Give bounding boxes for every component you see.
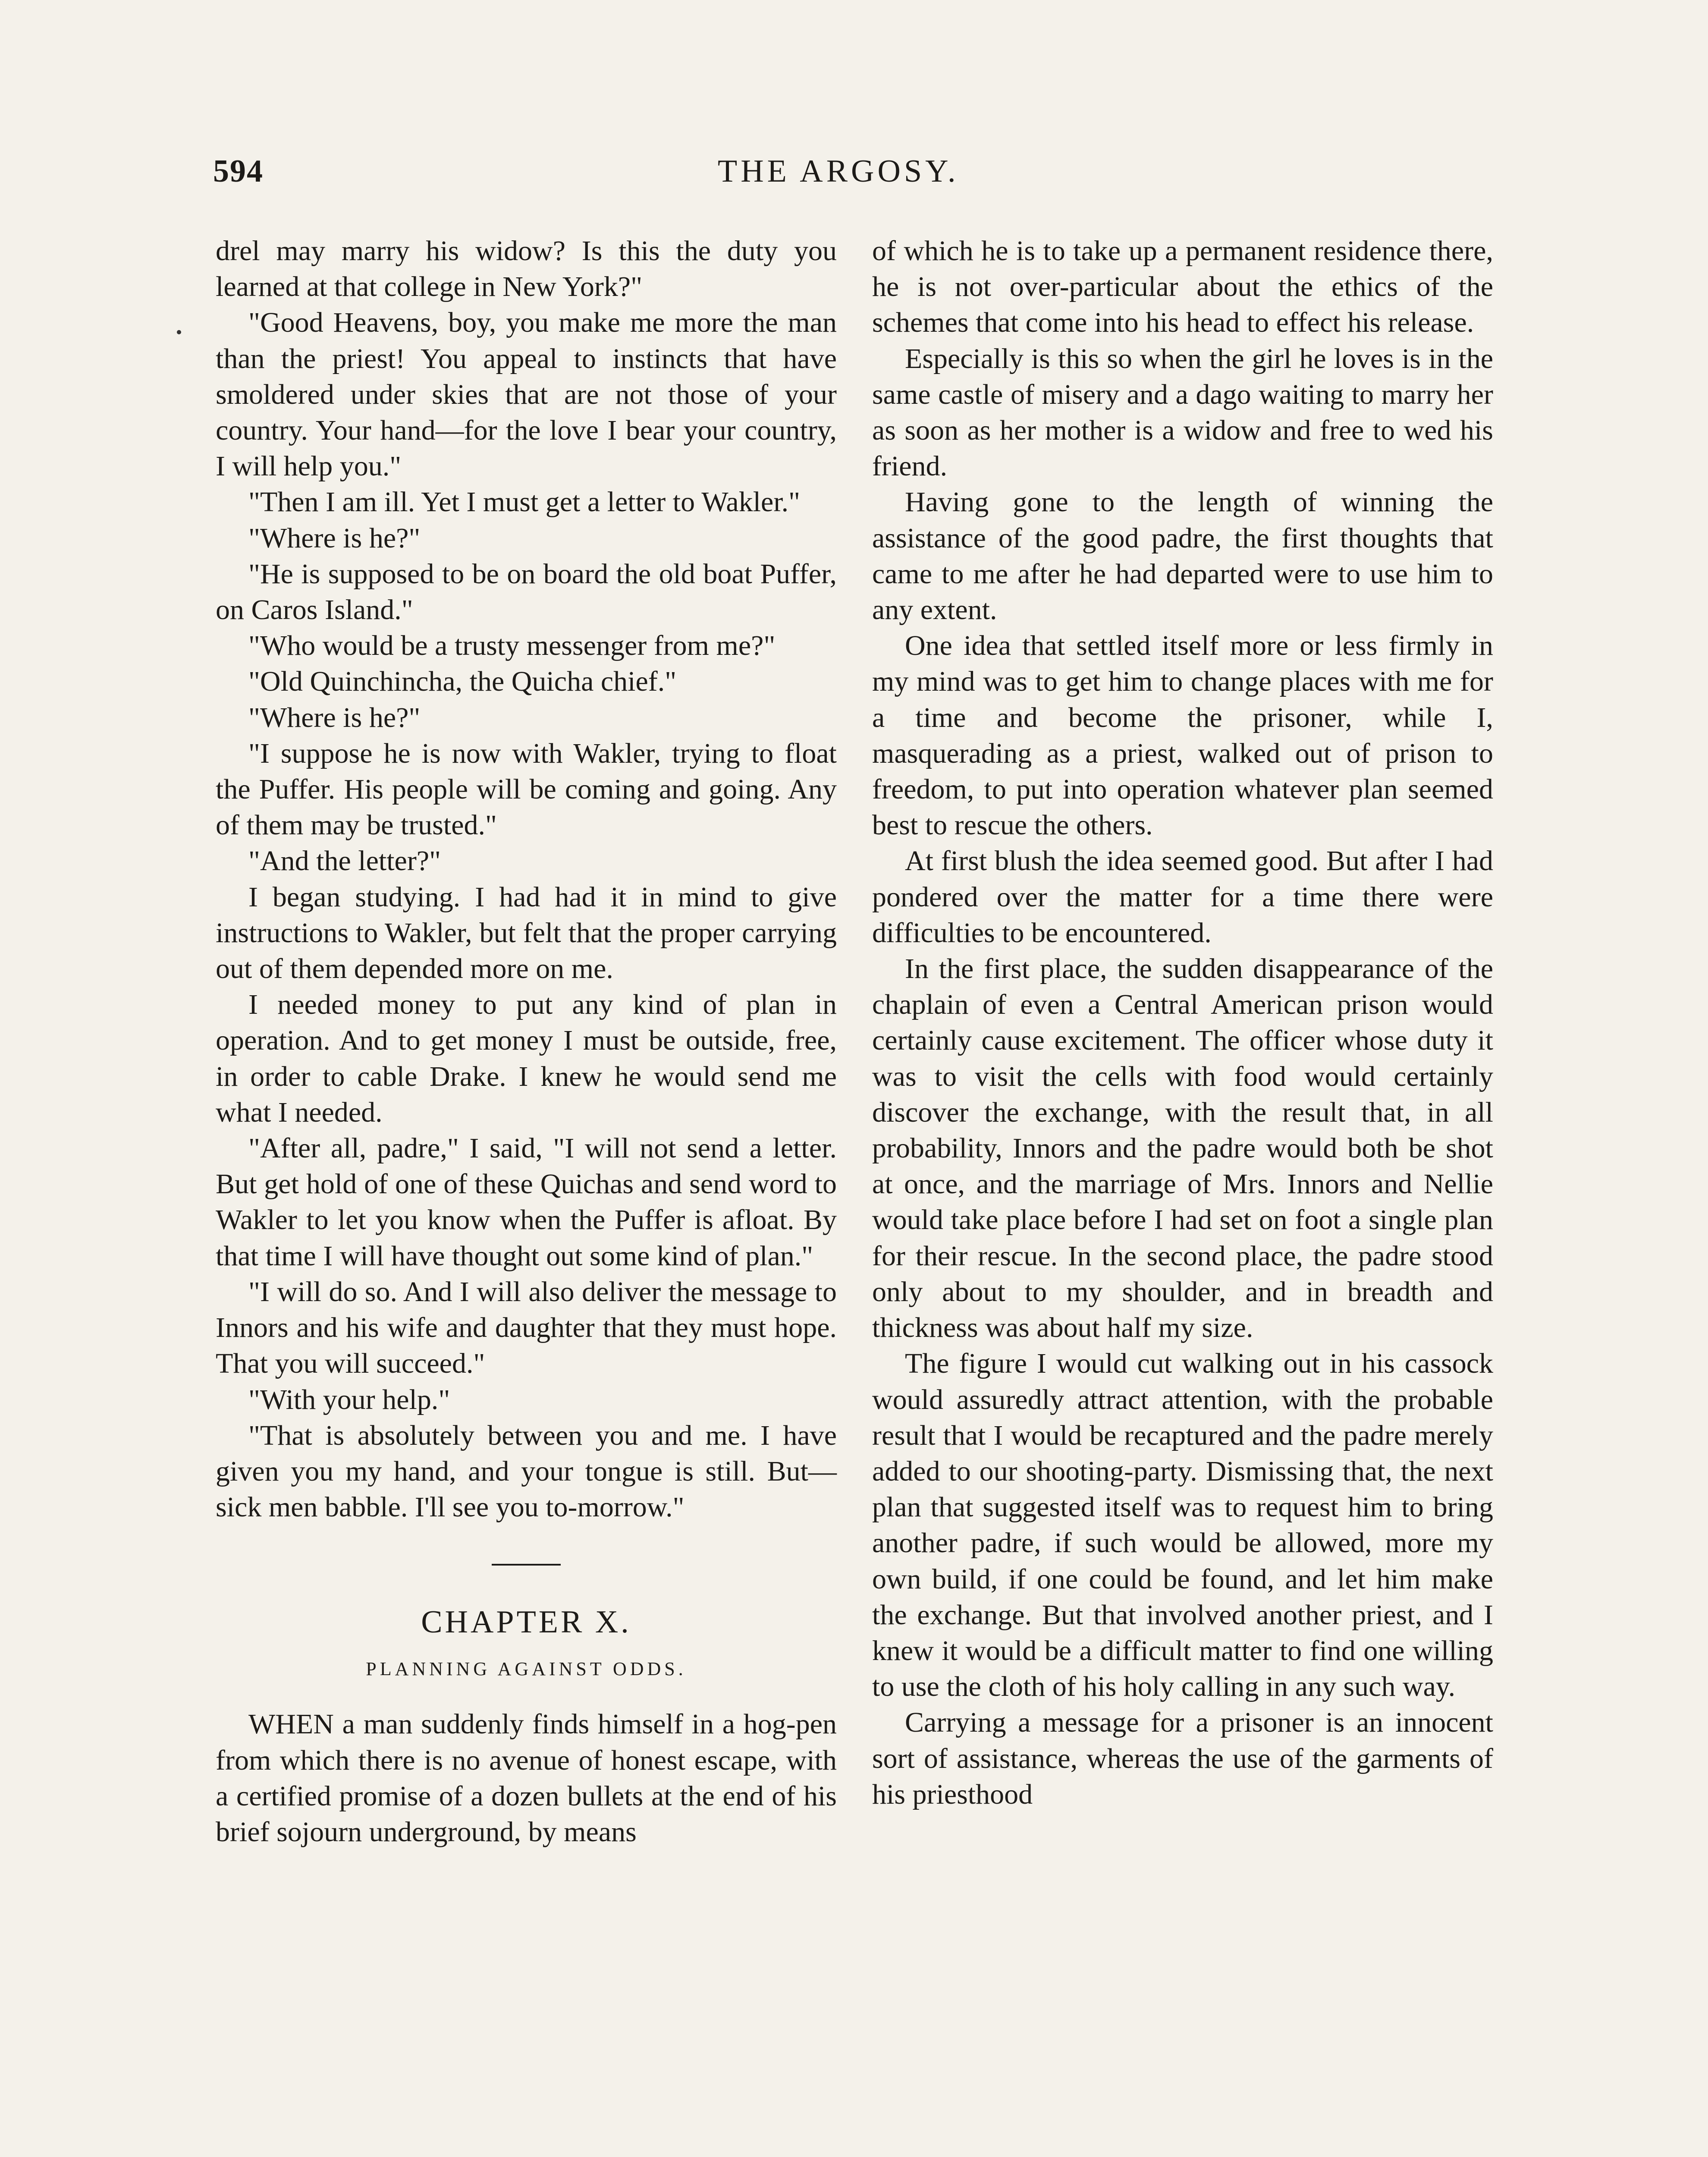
running-head: THE ARGOSY. xyxy=(718,154,959,189)
paragraph: I needed money to put any kind of plan in operation. And to get money I must be outside, free, in order to cable Drake. I knew he would send me what I needed. xyxy=(216,989,837,1128)
chapter-subtitle: PLANNING AGAINST ODDS. xyxy=(366,1658,687,1680)
page-header xyxy=(213,153,1507,205)
paragraph: The figure I would cut walking out in his cassock would assuredly attract attention, with the probable result that I would be recaptured and the padre merely added to our shooting-party. Dismissing that, the next plan that suggested itself was to request him to bring another padre, if such would be allowed, more my own build, if one could be found, and let him make the exchange. But that involved another priest, and I knew it would be a difficult matter to find one willing to use the cloth of his holy calling in any such way. xyxy=(872,1348,1493,1703)
paragraph: "With your help." xyxy=(248,1383,450,1415)
page-number: 594 xyxy=(213,154,264,189)
section-divider xyxy=(492,1564,561,1566)
paragraph: In the first place, the sudden disappearance of the chaplain of even a Central American prison would certainly cause excitement. The officer whose duty it was to visit the cells with food would certainly discover the exchange, with the result that, in all probability, Innors and the padre would both be shot at once, and the marriage of Mrs. Innors and Nellie would take place before I had set on foot a single plan for their rescue. In the second place, the padre stood only about to my shoulder, and in breadth and thickness was about half my size. xyxy=(872,953,1493,1344)
paragraph: drel may marry his widow? Is this the duty you learned at that college in New York?" xyxy=(216,235,837,303)
left-column xyxy=(216,233,837,1850)
paragraph: "Then I am ill. Yet I must get a letter to Wakler." xyxy=(248,486,801,518)
paragraph: "Where is he?" xyxy=(248,701,421,733)
paragraph: "Old Quinchincha, the Quicha chief." xyxy=(248,666,677,698)
paragraph: "And the letter?" xyxy=(248,845,441,877)
paragraph: Having gone to the length of winning the assistance of the good padre, the first thoughts that came to me after he had departed were to use him to any extent. xyxy=(872,486,1493,626)
stray-mark xyxy=(177,330,181,334)
chapter-opening-paragraph: WHEN a man suddenly finds himself in a hog-pen from which there is no avenue of honest escape, with a certified promise of a dozen bullets at the end of his brief sojourn underground, by means xyxy=(216,1708,837,1848)
paragraph: "Who would be a trusty messenger from me?" xyxy=(248,630,776,662)
paragraph: "That is absolutely between you and me. I have given you my hand, and your tongue is still. But—sick men babble. I'll see you to-morrow." xyxy=(216,1419,837,1523)
paragraph: "After all, padre," I said, "I will not send a letter. But get hold of one of these Quichas and send word to Wakler to let you know when the Puffer is afloat. By that time I will have thought out some kind of plan." xyxy=(216,1132,837,1272)
paragraph: Especially is this so when the girl he loves is in the same castle of misery and a dago waiting to marry her as soon as her mother is a widow and free to wed his friend. xyxy=(872,343,1493,482)
paragraph: "I will do so. And I will also deliver the message to Innors and his wife and daughter that they must hope. That you will succeed." xyxy=(216,1276,837,1380)
paragraph: At first blush the idea seemed good. But after I had pondered over the matter for a time there were difficulties to be encountered. xyxy=(872,845,1493,949)
paragraph: I began studying. I had had it in mind to give instructions to Wakler, but felt that the proper carrying out of them depended more on me. xyxy=(216,881,837,985)
paragraph: Carrying a message for a prisoner is an innocent sort of assistance, whereas the use of the garments of his priesthood xyxy=(872,1707,1493,1810)
paragraph: "Good Heavens, boy, you make me more the man than the priest! You appeal to instincts that have smoldered under skies that are not those of your country. Your hand—for the love I bear your country, I will help you." xyxy=(216,307,837,482)
right-column xyxy=(872,233,1493,1812)
paragraph: "He is supposed to be on board the old boat Puffer, on Caros Island." xyxy=(216,558,837,626)
chapter-title: CHAPTER X. xyxy=(421,1604,631,1640)
paragraph: "I suppose he is now with Wakler, trying to float the Puffer. His people will be coming and going. Any of them may be trusted." xyxy=(216,737,837,841)
paragraph: "Where is he?" xyxy=(248,522,421,554)
paragraph: One idea that settled itself more or less firmly in my mind was to get him to change places with me for a time and become the prisoner, while I, masquerading as a priest, walked out of prison to freedom, to put into operation whatever plan seemed best to rescue the others. xyxy=(872,630,1493,841)
paragraph: of which he is to take up a permanent residence there, he is not over-particular about the ethics of the schemes that come into his head to effect his release. xyxy=(872,235,1493,339)
